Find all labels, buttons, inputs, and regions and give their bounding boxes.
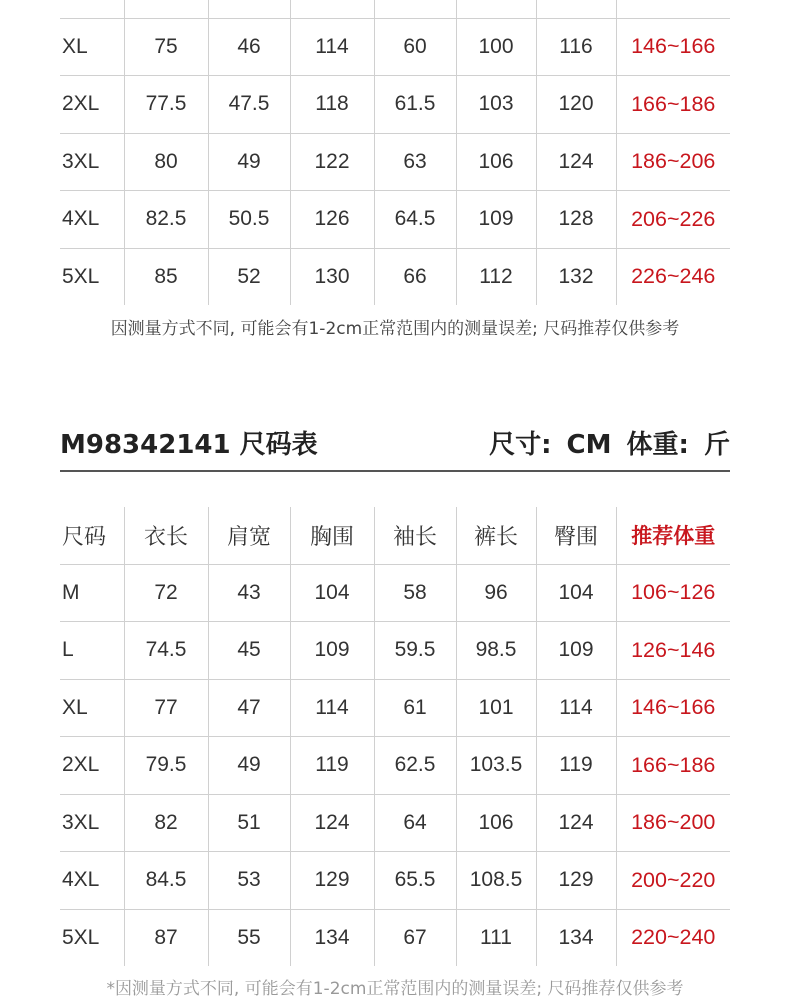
measurement-cell: 60 [374,18,456,76]
measurement-cell: 120 [536,76,616,134]
recommended-weight-cell: 226~246 [631,264,716,289]
size-cell: XL [60,18,124,76]
column-header: 肩宽 [208,507,290,564]
measurement-cell: 106 [456,133,536,191]
column-header: 胸围 [290,507,374,564]
measurement-cell: 124 [536,133,616,191]
table-row [60,191,730,249]
measurement-cell: 49 [208,133,290,191]
size-table-top [60,0,730,305]
table-header-row [60,507,730,564]
measurement-cell: 66 [374,248,456,305]
measurement-cell: 111 [456,909,536,966]
table-row [60,18,730,76]
size-cell: 2XL [60,737,124,795]
measurement-cell: 108.5 [456,852,536,910]
measurement-cell: 98.5 [456,622,536,680]
measurement-cell: 47 [208,679,290,737]
measurement-cell: 104 [536,564,616,622]
measurement-cell: 62.5 [374,737,456,795]
column-header: 推荐体重 [616,507,730,564]
measurement-cell: 103 [456,76,536,134]
measurement-cell: 53 [208,852,290,910]
recommended-weight-cell: 146~166 [616,18,730,76]
measurement-cell: 67 [374,909,456,966]
measurement-cell: 96 [456,564,536,622]
column-header: 袖长 [374,507,456,564]
measurement-cell: 132 [536,248,616,305]
measurement-cell: 77 [124,679,208,737]
measurement-cell: 124 [536,794,616,852]
size-cell: XL [60,679,124,737]
measurement-cell: 100 [456,18,536,76]
measurement-cell: 59.5 [374,622,456,680]
measurement-cell: 64 [374,794,456,852]
measurement-cell: 130 [290,248,374,305]
table-row [60,133,730,191]
table-row [60,76,730,134]
measurement-cell: 101 [456,679,536,737]
measurement-cell: 126 [290,191,374,249]
measurement-cell: 134 [290,909,374,966]
measurement-cell: 61.5 [374,76,456,134]
recommended-weight-cell: 220~240 [631,925,716,950]
recommended-weight-cell: 206~226 [616,191,730,249]
table-row [60,679,730,737]
table-row [60,248,730,305]
measurement-cell: 50.5 [208,191,290,249]
size-cell: L [60,622,124,680]
measurement-cell: 84.5 [124,852,208,910]
column-header: 臀围 [536,507,616,564]
measurement-cell: 52 [208,248,290,305]
measurement-cell [456,0,536,18]
recommended-weight-cell: 186~200 [616,794,730,852]
measurement-cell: 64.5 [374,191,456,249]
size-cell: 3XL [60,133,124,191]
measurement-cell: 80 [124,133,208,191]
size-table-bottom [60,507,730,966]
recommended-weight-cell: 166~186 [616,737,730,795]
measurement-cell: 82 [124,794,208,852]
measurement-cell [124,0,208,18]
measurement-cell: 129 [536,852,616,910]
measurement-cell: 77.5 [124,76,208,134]
measurement-cell: 65.5 [374,852,456,910]
recommended-weight-cell: 166~186 [616,76,730,134]
measurement-cell: 118 [290,76,374,134]
measurement-cell: 106 [456,794,536,852]
column-header: 裤长 [456,507,536,564]
measurement-cell: 63 [374,133,456,191]
measurement-cell: 119 [290,737,374,795]
title-divider [60,470,730,472]
measurement-cell: 129 [290,852,374,910]
table-row [60,0,730,18]
size-cell: 4XL [60,191,124,249]
size-cell [60,0,124,18]
units-label: 尺寸: CM 体重: 斤 [489,430,730,460]
measurement-cell [374,0,456,18]
measurement-cell: 46 [208,18,290,76]
measurement-cell: 47.5 [208,76,290,134]
measurement-cell: 43 [208,564,290,622]
recommended-weight-cell: 126~146 [616,622,730,680]
measurement-cell: 109 [290,622,374,680]
column-header: 尺码 [60,507,124,564]
size-chart-title-bar [60,424,730,464]
measurement-cell: 61 [374,679,456,737]
measurement-cell: 51 [208,794,290,852]
measurement-cell: 114 [290,18,374,76]
measurement-cell: 87 [124,909,208,966]
measurement-cell: 45 [208,622,290,680]
measurement-cell: 74.5 [124,622,208,680]
measurement-cell: 85 [124,248,208,305]
measurement-cell [536,0,616,18]
measurement-cell: 58 [374,564,456,622]
measurement-cell: 114 [536,679,616,737]
measurement-cell: 103.5 [456,737,536,795]
measurement-note-footer: *因测量方式不同, 可能会有1-2cm正常范围内的测量误差; 尺码推荐仅供参考 [106,979,684,999]
recommended-weight-cell [616,0,730,18]
measurement-cell: 55 [208,909,290,966]
measurement-cell: 109 [456,191,536,249]
measurement-cell: 134 [536,909,616,966]
measurement-cell [290,0,374,18]
measurement-cell: 122 [290,133,374,191]
size-chart-title: M98342141 尺码表 [60,430,318,460]
table-row [60,737,730,795]
measurement-cell: 79.5 [124,737,208,795]
measurement-cell: 49 [208,737,290,795]
recommended-weight-cell: 106~126 [616,564,730,622]
column-header: 衣长 [124,507,208,564]
measurement-cell: 114 [290,679,374,737]
size-cell: 5XL [60,248,124,305]
size-cell: 2XL [60,76,124,134]
table-row [60,622,730,680]
measurement-cell [208,0,290,18]
measurement-cell: 128 [536,191,616,249]
measurement-cell: 109 [536,622,616,680]
measurement-cell: 124 [290,794,374,852]
table-row [60,852,730,910]
measurement-cell: 104 [290,564,374,622]
measurement-note: 因测量方式不同, 可能会有1-2cm正常范围内的测量误差; 尺码推荐仅供参考 [110,319,680,339]
measurement-cell: 116 [536,18,616,76]
measurement-cell: 112 [456,248,536,305]
size-cell: 3XL [60,794,124,852]
recommended-weight-cell: 200~220 [616,852,730,910]
size-cell: 4XL [60,852,124,910]
table-row [60,794,730,852]
table-row [60,564,730,622]
measurement-cell: 72 [124,564,208,622]
recommended-weight-cell: 146~166 [616,679,730,737]
table-row [60,909,730,966]
size-cell: M [60,564,124,622]
recommended-weight-cell: 186~206 [616,133,730,191]
measurement-cell: 119 [536,737,616,795]
size-cell: 5XL [60,909,124,966]
measurement-cell: 82.5 [124,191,208,249]
measurement-cell: 75 [124,18,208,76]
